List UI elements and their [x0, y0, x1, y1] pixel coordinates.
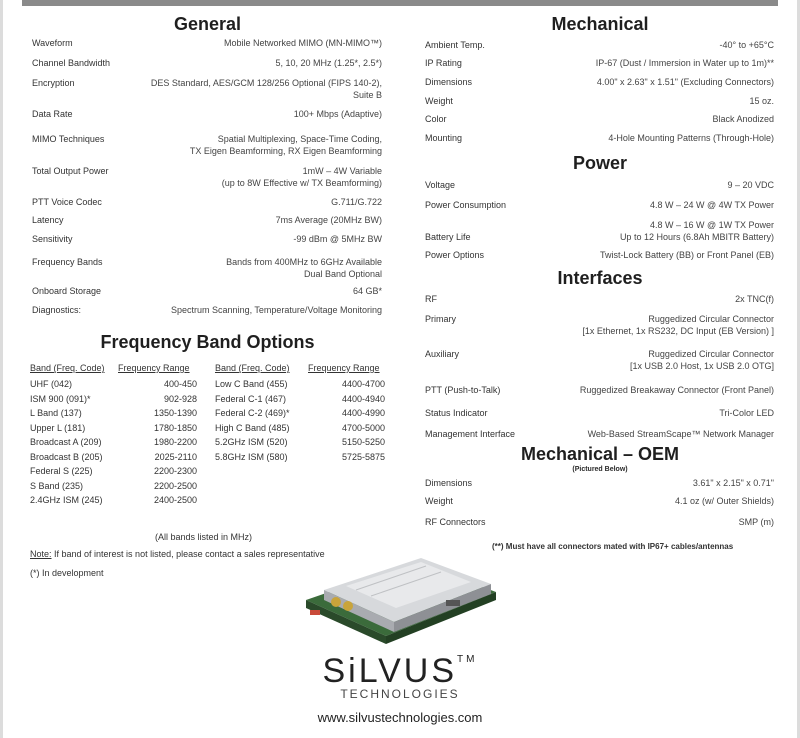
band-name: Broadcast B (205): [30, 451, 103, 462]
band-range: 2200-2500: [153, 480, 197, 491]
general-row: [32, 197, 382, 209]
mechanical-row-label: Color: [425, 114, 447, 124]
left-edge: [0, 0, 3, 738]
general-row: [32, 234, 382, 246]
band-name: 2.4GHz ISM (245): [30, 495, 103, 505]
freq-options-heading: Frequency Band Options: [100, 332, 315, 352]
general-row: [32, 286, 382, 298]
general-row-value: DES Standard, AES/GCM 128/256 Optional (FIPS 140-2),: [150, 78, 382, 88]
bands-mhz-note: (All bands listed in MHz): [155, 532, 253, 542]
power-row-label: Power Options: [425, 250, 485, 260]
general-row-value: Mobile Networked MIMO (MN-MIMO™): [223, 38, 382, 48]
general-row-value: 1mW – 4W Variable: [302, 166, 382, 176]
power-row-value: 4.8 W – 16 W @ 1W TX Power: [649, 220, 774, 230]
band-name: Federal S (225): [30, 466, 93, 476]
general-row-label: Total Output Power: [32, 166, 109, 176]
general-row-label: Data Rate: [32, 109, 73, 119]
general-row-label: Sensitivity: [32, 234, 73, 244]
general-row-label: Waveform: [32, 38, 73, 48]
general-row: [32, 166, 382, 190]
band-range: 4400-4700: [341, 379, 385, 389]
mechanical-row-value: -40° to +65°C: [719, 40, 774, 50]
band-name: UHF (042): [30, 379, 73, 389]
power-row-value: Up to 12 Hours (6.8Ah MBITR Battery): [619, 232, 774, 242]
power-row: [425, 180, 774, 192]
mechanical-row-label: Mounting: [425, 133, 463, 143]
interfaces-row-label: Management Interface: [425, 429, 516, 439]
general-row-value: G.711/G.722: [331, 197, 382, 207]
band-range: 902-928: [163, 393, 197, 404]
interfaces-row: [425, 349, 774, 373]
interfaces-row-label: Status Indicator: [425, 408, 488, 418]
band-range: 2025-2110: [154, 451, 197, 462]
band-range: 1350-1390: [153, 408, 197, 418]
band-range: 2200-2300: [153, 466, 197, 476]
mechanical-row-value: 15 oz.: [749, 96, 774, 106]
interfaces-row: [425, 429, 774, 441]
mechanical-row: [425, 133, 774, 145]
band-range: 5150-5250: [341, 437, 385, 447]
interfaces-row-label: PTT (Push-to-Talk): [425, 385, 501, 395]
band-col-header-2: Band (Freq. Code): [215, 363, 290, 373]
interfaces-row-value: Ruggedized Circular Connector: [648, 349, 774, 359]
mechanical-row: [425, 77, 774, 89]
power-row: [425, 200, 774, 212]
logo-wordmark: SiLVUS: [322, 652, 458, 690]
band-name: Broadcast A (209): [30, 437, 102, 447]
general-row-label: Frequency Bands: [32, 257, 103, 267]
mechanical-row-label: Dimensions: [425, 77, 473, 87]
mechanical_oem-row-value: SMP (m): [738, 517, 774, 527]
general-row-label: Encryption: [32, 78, 75, 88]
band-table: [30, 363, 390, 523]
general-row-value-cont: Dual Band Optional: [303, 269, 382, 279]
general-row-value: Bands from 400MHz to 6GHz Available: [226, 257, 382, 267]
general-row-value: 7ms Average (20MHz BW): [275, 215, 382, 225]
mechanical_oem-row: [425, 478, 774, 490]
band-range: 4700-5000: [341, 422, 385, 433]
mechanical-row-value: IP-67 (Dust / Immersion in Water up to 1m)**: [595, 58, 774, 68]
mechanical_oem-row: [425, 496, 774, 508]
mechanical-row-label: IP Rating: [425, 58, 462, 68]
power-row-value: 4.8 W – 24 W @ 4W TX Power: [649, 200, 774, 210]
power-row-value: 9 – 20 VDC: [727, 180, 774, 190]
band-range: 400-450: [163, 379, 197, 389]
interfaces-row-label: Auxiliary: [425, 349, 460, 359]
general-row-value-cont: (up to 8W Effective w/ TX Beamforming): [221, 178, 382, 188]
power-row: [425, 220, 774, 232]
general-row-value: 64 GB*: [352, 286, 382, 296]
mechanical-row-value: 4-Hole Mounting Patterns (Through-Hole): [608, 133, 774, 143]
general-row: [32, 58, 382, 70]
interfaces-row: [425, 385, 774, 397]
power-row: [425, 232, 774, 244]
band-name: High C Band (485): [215, 422, 290, 433]
mechanical_oem-row-label: RF Connectors: [425, 517, 486, 527]
general-row-value: Spatial Multiplexing, Space-Time Coding,: [217, 134, 382, 144]
trademark-mark: TM: [457, 654, 478, 665]
general-row: [32, 305, 382, 317]
range-col-header-1: Frequency Range: [118, 363, 190, 373]
oem-module-image: [296, 540, 506, 650]
general-row-value: -99 dBm @ 5MHz BW: [293, 234, 382, 244]
interfaces-row-value: Ruggedized Breakaway Connector (Front Panel): [579, 385, 774, 395]
general-row: [32, 109, 382, 121]
general-heading: General: [173, 14, 242, 34]
mechanical-row: [425, 40, 774, 52]
general-row: [32, 134, 382, 158]
interfaces-row: [425, 294, 774, 306]
mechanical-heading: Mechanical: [551, 14, 649, 34]
interfaces-row-value: Ruggedized Circular Connector: [648, 314, 774, 324]
interfaces-row-value: Tri-Color LED: [719, 408, 774, 418]
band-name: Federal C-1 (467): [215, 393, 287, 404]
power-heading: Power: [572, 153, 628, 173]
mechanical_oem-row-value: 4.1 oz (w/ Outer Shields): [674, 496, 774, 506]
power-row: [425, 250, 774, 262]
band-range: 1780-1850: [153, 422, 197, 433]
band-name: Federal C-2 (469)*: [215, 408, 290, 418]
general-row-label: Onboard Storage: [32, 286, 102, 296]
band-range: 4400-4940: [341, 393, 385, 404]
interfaces-row: [425, 408, 774, 420]
band-name: 5.8GHz ISM (580): [215, 451, 288, 462]
mechanical-row-value: Black Anodized: [712, 114, 774, 124]
sales-note: [30, 549, 325, 559]
mechanical_oem-row-label: Dimensions: [425, 478, 473, 488]
general-row-label: PTT Voice Codec: [32, 197, 102, 207]
power-row-label: Voltage: [425, 180, 456, 190]
general-row-label: Latency: [32, 215, 64, 225]
interfaces-row-label: RF: [425, 294, 437, 304]
interfaces-row-value: Web-Based StreamScape™ Network Manager: [587, 429, 774, 439]
power-row-label: Battery Life: [425, 232, 471, 242]
ip67-footnote: (**) Must have all connectors mated with IP67+ cables/antennas: [492, 542, 734, 551]
note-text: If band of interest is not listed, please contact a sales representative: [51, 549, 325, 559]
mechanical-row-label: Weight: [425, 96, 453, 106]
band-name: Low C Band (455): [215, 379, 288, 389]
mechanical-row: [425, 96, 774, 108]
band-range: 1980-2200: [153, 437, 197, 447]
band-range: 4400-4990: [341, 408, 385, 418]
interfaces-row: [425, 314, 774, 338]
interfaces-row-value: 2x TNC(f): [735, 294, 774, 304]
range-col-header-2: Frequency Range: [308, 363, 380, 373]
mechanical-row: [425, 58, 774, 70]
mechanical_oem-row-label: Weight: [425, 496, 453, 506]
oem-subtitle: (Pictured Below): [572, 466, 628, 473]
note-label: Note:: [30, 549, 52, 559]
general-row: [32, 215, 382, 227]
general-row-value: Spectrum Scanning, Temperature/Voltage Monitoring: [171, 305, 382, 315]
mechanical_oem-row-value: 3.61" x 2.15" x 0.71": [692, 478, 774, 488]
general-row-label: Channel Bandwidth: [32, 58, 111, 68]
general-row-label: Diagnostics:: [32, 305, 82, 315]
general-row-value: 5, 10, 20 MHz (1.25*, 2.5*): [275, 58, 382, 68]
band-name: ISM 900 (091)*: [30, 393, 91, 404]
silvus-logo: [320, 652, 480, 701]
band-name: 5.2GHz ISM (520): [215, 437, 288, 447]
interfaces-heading: Interfaces: [557, 268, 643, 288]
oem-heading: Mechanical – OEM: [520, 444, 680, 464]
interfaces-row-value-cont: [1x USB 2.0 Host, 1x USB 2.0 OTG]: [629, 361, 774, 371]
band-name: Upper L (181): [30, 422, 86, 433]
general-row: [32, 78, 382, 102]
band-col-header-1: Band (Freq. Code): [30, 363, 105, 373]
mechanical-row-value: 4.00" x 2.63" x 1.51" (Excluding Connectors): [596, 77, 774, 87]
general-row-value-cont: TX Eigen Beamforming, RX Eigen Beamforming: [189, 146, 382, 156]
mechanical_oem-row: [425, 517, 774, 529]
interfaces-row-label: Primary: [425, 314, 456, 324]
general-row-value-cont: Suite B: [352, 90, 382, 100]
website-url: www.silvustechnologies.com: [317, 710, 483, 725]
mechanical-row: [425, 114, 774, 126]
logo-subtitle: TECHNOLOGIES: [340, 687, 460, 701]
band-name: L Band (137): [30, 408, 82, 418]
general-row-label: MIMO Techniques: [32, 134, 105, 144]
band-name: S Band (235): [30, 480, 84, 491]
top-border: [22, 0, 778, 6]
mechanical-row-label: Ambient Temp.: [425, 40, 485, 50]
general-row-value: 100+ Mbps (Adaptive): [293, 109, 382, 119]
band-range: 5725-5875: [341, 451, 385, 462]
general-row: [32, 38, 382, 50]
general-row: [32, 257, 382, 281]
power-row-label: Power Consumption: [425, 200, 507, 210]
power-row-value: Twist-Lock Battery (BB) or Front Panel (EB): [599, 250, 774, 260]
interfaces-row-value-cont: [1x Ethernet, 1x RS232, DC Input (EB Version) ]: [582, 326, 774, 336]
development-note: (*) In development: [30, 568, 104, 578]
band-range: 2400-2500: [153, 495, 197, 505]
